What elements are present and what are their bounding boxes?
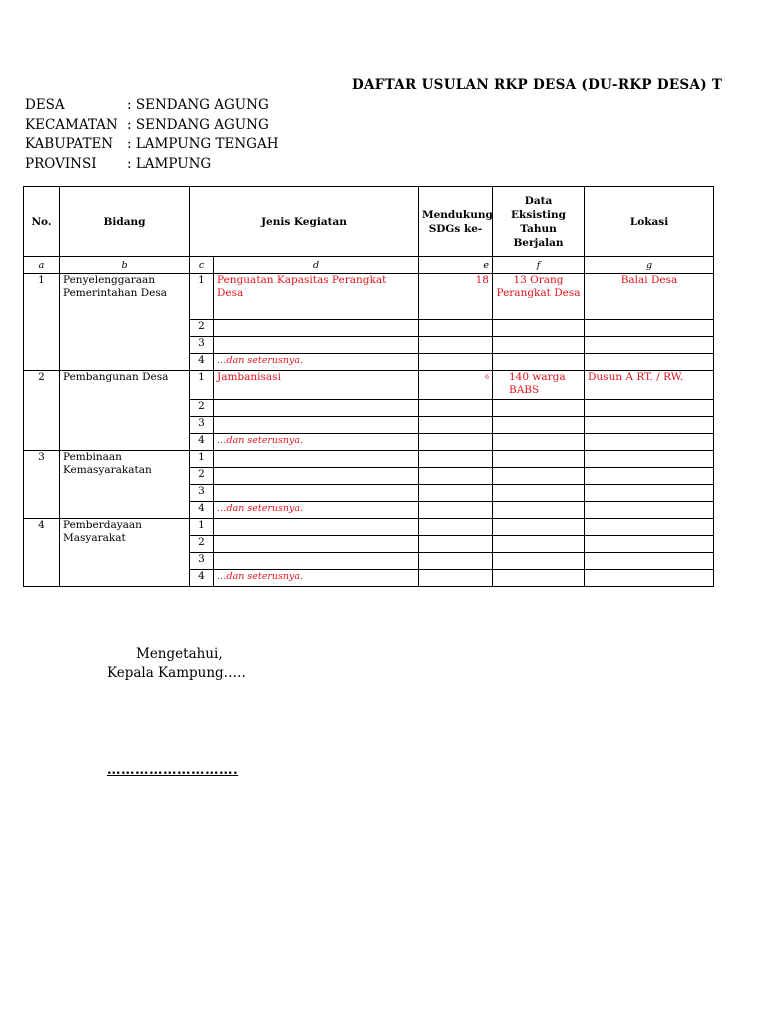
eksisting-cell [493,400,585,417]
eksisting-cell [493,553,585,570]
column-letter: b [60,257,190,274]
sdgs-cell [419,320,493,337]
column-letter: f [493,257,585,274]
row-number: 4 [190,354,214,371]
sdgs-cell [419,502,493,519]
eksisting-cell [493,320,585,337]
header-jenis-kegiatan: Jenis Kegiatan [190,187,419,257]
kegiatan-cell: …dan seterusnya. [214,434,419,451]
row-number: 1 [190,519,214,536]
group-number: 2 [24,371,60,451]
kegiatan-cell [214,519,419,536]
document-title: DAFTAR USULAN RKP DESA (DU-RKP DESA) T [352,77,723,93]
lokasi-cell [585,400,714,417]
sdgs-cell: 6 [419,371,493,400]
group-bidang: Pembangunan Desa [60,371,190,451]
lokasi-cell [585,354,714,371]
row-number: 4 [190,570,214,587]
row-number: 3 [190,417,214,434]
kegiatan-cell [214,451,419,468]
eksisting-cell [493,502,585,519]
signature-title: Kepala Kampung….. [107,665,246,681]
kegiatan-cell: …dan seterusnya. [214,354,419,371]
kegiatan-cell [214,320,419,337]
column-letter: e [419,257,493,274]
eksisting-cell [493,519,585,536]
info-row-kecamatan [25,116,278,136]
info-key: DESA [25,97,65,113]
table-row [24,519,714,536]
kegiatan-cell [214,417,419,434]
kegiatan-cell [214,536,419,553]
row-number: 2 [190,468,214,485]
sdgs-cell [419,417,493,434]
row-number: 1 [190,274,214,320]
column-letter: d [214,257,419,274]
info-value: : SENDANG AGUNG [127,116,269,133]
eksisting-cell [493,536,585,553]
header-no: No. [24,187,60,257]
eksisting-cell: 140 warga BABS [493,371,585,400]
lokasi-cell [585,519,714,536]
lokasi-cell [585,553,714,570]
lokasi-cell [585,570,714,587]
row-number: 4 [190,434,214,451]
kegiatan-cell [214,485,419,502]
lokasi-cell [585,451,714,468]
eksisting-cell [493,434,585,451]
info-value: : LAMPUNG TENGAH [127,136,279,152]
sdgs-cell [419,354,493,371]
sdgs-cell: 18 [419,274,493,320]
header-data-eksisting: Data Eksisting Tahun Berjalan [493,187,585,257]
table-row [24,371,714,400]
info-row-desa [25,96,278,116]
lokasi-cell [585,502,714,519]
sdgs-cell [419,337,493,354]
kegiatan-cell [214,337,419,354]
info-value: : SENDANG AGUNG [127,97,269,113]
eksisting-cell: 13 Orang Perangkat Desa [493,274,585,320]
info-key: KECAMATAN [25,116,118,133]
lokasi-cell [585,485,714,502]
kegiatan-cell: Penguatan Kapasitas Perangkat Desa [214,274,419,320]
group-number: 3 [24,451,60,519]
group-number: 4 [24,519,60,587]
info-row-provinsi [25,155,278,175]
row-number: 2 [190,400,214,417]
rkp-table [23,186,714,587]
info-value: : LAMPUNG [127,155,212,172]
row-number: 3 [190,337,214,354]
location-info [25,96,278,174]
row-number: 2 [190,536,214,553]
sdgs-cell [419,468,493,485]
header-lokasi: Lokasi [585,187,714,257]
kegiatan-cell [214,553,419,570]
sdgs-cell [419,570,493,587]
eksisting-cell [493,417,585,434]
eksisting-cell [493,451,585,468]
header-bidang: Bidang [60,187,190,257]
lokasi-cell: Balai Desa [585,274,714,320]
eksisting-cell [493,570,585,587]
group-bidang: Penyelenggaraan Pemerintahan Desa [60,274,190,371]
lokasi-cell [585,337,714,354]
lokasi-cell [585,468,714,485]
column-letter: a [24,257,60,274]
header-sdgs: Mendukung SDGs ke- [419,187,493,257]
sdgs-cell [419,485,493,502]
signature-name-line: ………………………. [107,762,239,778]
info-row-kabupaten [25,135,278,155]
group-number: 1 [24,274,60,371]
group-bidang: Pemberdayaan Masyarakat [60,519,190,587]
header-row [24,187,714,257]
info-key: KABUPATEN [25,136,114,152]
column-letter: g [585,257,714,274]
kegiatan-cell [214,468,419,485]
group-bidang: Pembinaan Kemasyarakatan [60,451,190,519]
eksisting-cell [493,485,585,502]
row-number: 3 [190,485,214,502]
lokasi-cell [585,320,714,337]
kegiatan-cell: Jambanisasi [214,371,419,400]
sdgs-cell [419,553,493,570]
kegiatan-cell [214,400,419,417]
sdgs-cell [419,536,493,553]
sdgs-cell [419,400,493,417]
lokasi-cell [585,536,714,553]
sdgs-cell [419,519,493,536]
table-row [24,274,714,320]
column-letter-row [24,257,714,274]
row-number: 3 [190,553,214,570]
row-number: 1 [190,451,214,468]
table-row [24,451,714,468]
kegiatan-cell: …dan seterusnya. [214,570,419,587]
sdgs-cell [419,451,493,468]
kegiatan-cell: …dan seterusnya. [214,502,419,519]
eksisting-cell [493,354,585,371]
sdgs-cell [419,434,493,451]
row-number: 2 [190,320,214,337]
info-key: PROVINSI [25,155,97,172]
eksisting-cell [493,468,585,485]
column-letter: c [190,257,214,274]
signature-acknowledge: Mengetahui, [136,646,223,662]
row-number: 4 [190,502,214,519]
lokasi-cell [585,417,714,434]
eksisting-cell [493,337,585,354]
lokasi-cell [585,434,714,451]
lokasi-cell: Dusun A RT. / RW. [585,371,714,400]
row-number: 1 [190,371,214,400]
